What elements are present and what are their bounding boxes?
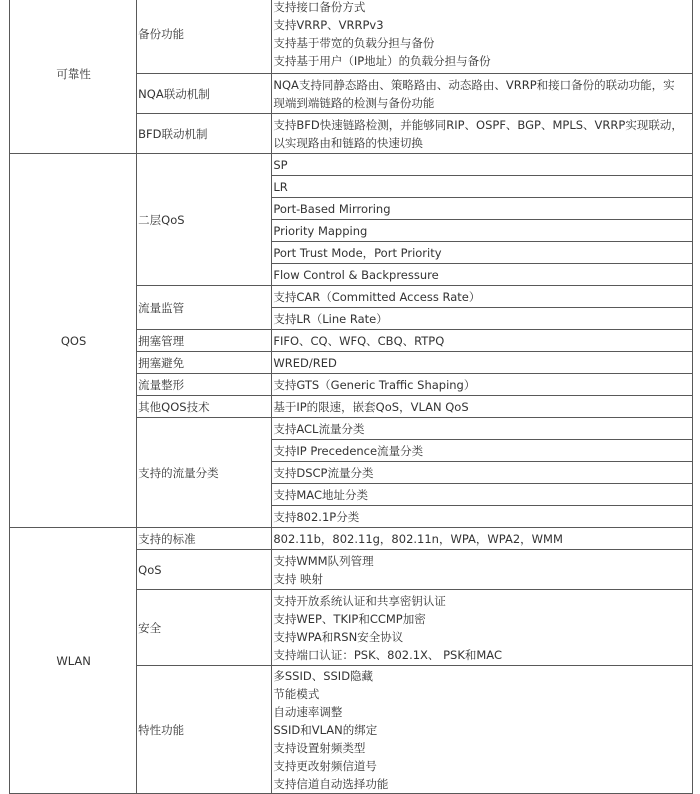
desc-cell: 支持MAC地址分类 <box>272 484 693 506</box>
list-item: 支持接口备份方式 <box>273 0 366 14</box>
desc-line: 多SSID、SSID隐藏 <box>273 668 374 683</box>
desc-line: 自动速率调整 <box>273 704 343 719</box>
desc-bfd <box>272 114 693 154</box>
table-row <box>10 0 693 74</box>
list-item: 支持基于带宽的负载分担与备份 <box>273 36 435 50</box>
desc-cell: FIFO、CQ、WFQ、CBQ、RTPQ <box>272 330 693 352</box>
desc-line: SSID和VLAN的绑定 <box>273 722 378 737</box>
desc-line: 支持设置射频类型 <box>273 740 366 755</box>
feature-features: 特性功能 <box>137 666 272 794</box>
desc-line: 支持信道自动选择功能 <box>273 776 389 791</box>
desc-line: 现端到端链路的检测与备份功能 <box>273 95 435 110</box>
category-wlan: WLAN <box>10 528 137 794</box>
desc-line: 以实现路由和链路的快速切换 <box>273 135 423 150</box>
desc-wlan-qos <box>272 550 693 590</box>
feature-bfd: BFD联动机制 <box>137 114 272 154</box>
table-row <box>10 528 693 550</box>
desc-cell: 支持ACL流量分类 <box>272 418 693 440</box>
desc-cell: 802.11b，802.11g，802.11n，WPA，WPA2，WMM <box>272 528 693 550</box>
feature-standards: 支持的标准 <box>137 528 272 550</box>
feature-other-qos: 其他QOS技术 <box>137 396 272 418</box>
list-item: 支持基于用户（IP地址）的负载分担与备份 <box>273 54 491 68</box>
desc-line: 支持BFD快速链路检测，并能够同RIP、OSPF、BGP、MPLS、VRRP实现联动， <box>273 117 683 132</box>
desc-cell: WRED/RED <box>272 352 693 374</box>
feature-security: 安全 <box>137 590 272 666</box>
desc-line: 支持端口认证：PSK、802.1X、 PSK和MAC <box>273 647 502 662</box>
feature-nqa: NQA联动机制 <box>137 74 272 114</box>
desc-cell: 支持LR（Line Rate） <box>272 308 693 330</box>
desc-cell: SP <box>272 154 693 176</box>
desc-line: 支持WPA和RSN安全协议 <box>273 629 404 644</box>
feature-congestion-mgmt: 拥塞管理 <box>137 330 272 352</box>
desc-cell: 支持CAR（Committed Access Rate） <box>272 286 693 308</box>
desc-security <box>272 590 693 666</box>
spec-table <box>9 0 693 794</box>
feature-traffic-monitor: 流量监管 <box>137 286 272 330</box>
desc-line: 节能模式 <box>273 686 320 701</box>
desc-cell: Flow Control & Backpressure <box>272 264 693 286</box>
feature-classification: 支持的流量分类 <box>137 418 272 528</box>
desc-line: 支持WMM队列管理 <box>273 553 374 568</box>
table-row <box>10 154 693 176</box>
feature-backup: 备份功能 <box>137 0 272 74</box>
desc-cell: Priority Mapping <box>272 220 693 242</box>
category-reliability: 可靠性 <box>10 0 137 154</box>
desc-line: 支持 映射 <box>273 571 324 586</box>
desc-line: 支持更改射频信道号 <box>273 758 377 773</box>
desc-cell: 支持DSCP流量分类 <box>272 462 693 484</box>
desc-line: 支持WEP、TKIP和CCMP加密 <box>273 611 426 626</box>
feature-shaping: 流量整形 <box>137 374 272 396</box>
desc-cell: 支持GTS（Generic Traffic Shaping） <box>272 374 693 396</box>
feature-wlan-qos: QoS <box>137 550 272 590</box>
desc-cell: LR <box>272 176 693 198</box>
desc-features <box>272 666 693 794</box>
desc-line: NQA支持同静态路由、策略路由、动态路由、VRRP和接口备份的联动功能，实 <box>273 77 675 92</box>
list-item: 支持VRRP、VRRPv3 <box>273 18 384 32</box>
desc-cell: 支持IP Precedence流量分类 <box>272 440 693 462</box>
feature-congestion-avoid: 拥塞避免 <box>137 352 272 374</box>
desc-backup <box>272 0 693 74</box>
feature-l2qos: 二层QoS <box>137 154 272 286</box>
desc-cell: 支持802.1P分类 <box>272 506 693 528</box>
desc-cell: Port-Based Mirroring <box>272 198 693 220</box>
desc-cell: Port Trust Mode，Port Priority <box>272 242 693 264</box>
desc-cell: 基于IP的限速，嵌套QoS，VLAN QoS <box>272 396 693 418</box>
desc-line: 支持开放系统认证和共享密钥认证 <box>273 593 446 608</box>
desc-nqa <box>272 74 693 114</box>
category-qos: QOS <box>10 154 137 528</box>
